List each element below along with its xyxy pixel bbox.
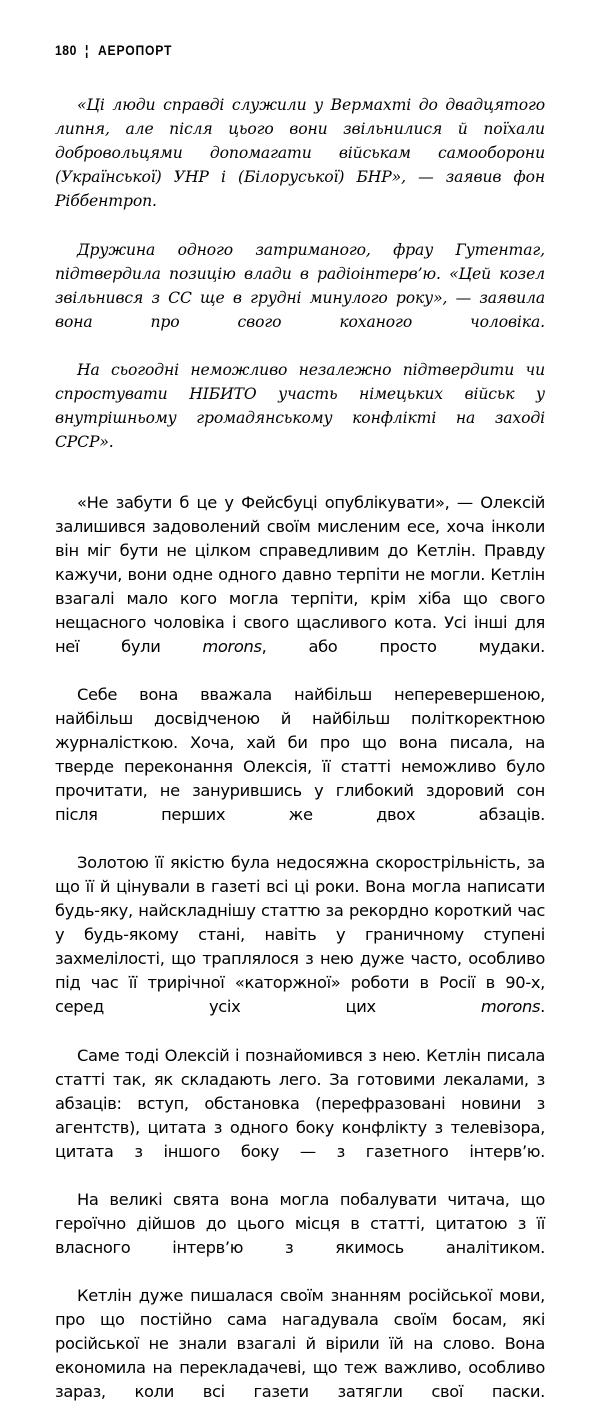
body-paragraph-4: Саме тоді Олексій і познайомився з нею. Кетлін писала статті так, як складають лего. За готовими лекалами, з абзаців: вступ, обстановка (перефразовані новини з агентств), цитата з одного боку конфлікту з телевізора, цитата з іншого боку — з газетного інтерв’ю.: [55, 1044, 545, 1188]
quote-paragraph-3: На сьогодні неможливо незалежно підтвердити чи спростувати НІБИТО участь німецьких військ у внутрішньому громадянському конфлікті на заході СРСР».: [55, 358, 545, 478]
foreign-word-morons: morons: [202, 637, 261, 656]
body-paragraph-1-text-a: «Не забути б це у Фейсбуці опублікувати», — Олексій залишився задоволений своїм мисленим есе, хоча інколи він міг бути не цілком справедливим до Кетлін. Правду кажучи, вони одне одного давно терпіти не могли. Кетлін взагалі мало кого могла терпіти, крім хіба що свого нещасного чоловіка і свого щасливого кота. Усі інші для неї були: [55, 493, 545, 656]
running-head: [55, 44, 496, 58]
body-paragraph-3: [55, 851, 545, 1043]
body-paragraph-5: На великі свята вона могла побалувати читача, що героїчно дійшов до цього місця в статті, цитатою з її власного інтерв’ю з якимось аналітиком.: [55, 1188, 545, 1284]
body-paragraph-1-text-b: , або просто мудаки.: [262, 637, 545, 656]
body-paragraph-3-text-a: Золотою її якістю була недосяжна скорострільність, за що її й цінували в газеті всі ці роки. Вона могла написати будь-яку, найскладнішу статтю за рекордно короткий час у будь-якому стані, навіть у граничному ступені захмелілості, що траплялося з нею дуже часто, особливо під час її трирічної «каторжної» роботи в Росії в 90-х, серед усіх цих: [55, 853, 545, 1016]
page-number: 180: [55, 44, 77, 58]
foreign-word-morons: morons: [481, 997, 540, 1016]
book-title: АЕРОПОРТ: [98, 44, 172, 58]
quoted-report-block: [55, 93, 545, 479]
quote-paragraph-1: «Ці люди справді служили у Вермахті до двадцятого липня, але після цього вони звільнилися й поїхали добровольцями допомагати військам самооборони (Української) УНР і (Білоруської) БНР», — заявив фон Ріббентроп.: [55, 93, 545, 238]
quote-paragraph-2: Дружина одного затриманого, фрау Гутентаг, підтвердила позицію влади в радіоінтерв’ю. «Цей козел звільнився з СС ще в грудні минулого року», — заявила вона про свого коханого чоловіка.: [55, 238, 545, 358]
text-block: [55, 93, 545, 1428]
body-paragraph-2: Себе вона вважала найбільш неперевершеною, найбільш досвідченою й найбільш політкоректною журналісткою. Хоча, хай би про що вона писала, на тверде переконання Олексія, її статті неможливо було прочитати, не занурившись у глибокий здоровий сон після перших же двох абзаців.: [55, 683, 545, 851]
running-head-separator: ¦: [85, 44, 89, 58]
body-paragraph-3-text-b: .: [540, 997, 545, 1016]
body-paragraph-6: Кетлін дуже пишалася своїм знанням російської мови, про що постійно сама нагадувала своїм босам, які російської не знали взагалі й вірили їй на слово. Вона економила на перекладачеві, що теж важливо, особливо зараз, коли всі газети затягли свої паски.: [55, 1284, 545, 1428]
body-paragraph-1: [55, 491, 545, 683]
narrative-block: [55, 491, 545, 1428]
